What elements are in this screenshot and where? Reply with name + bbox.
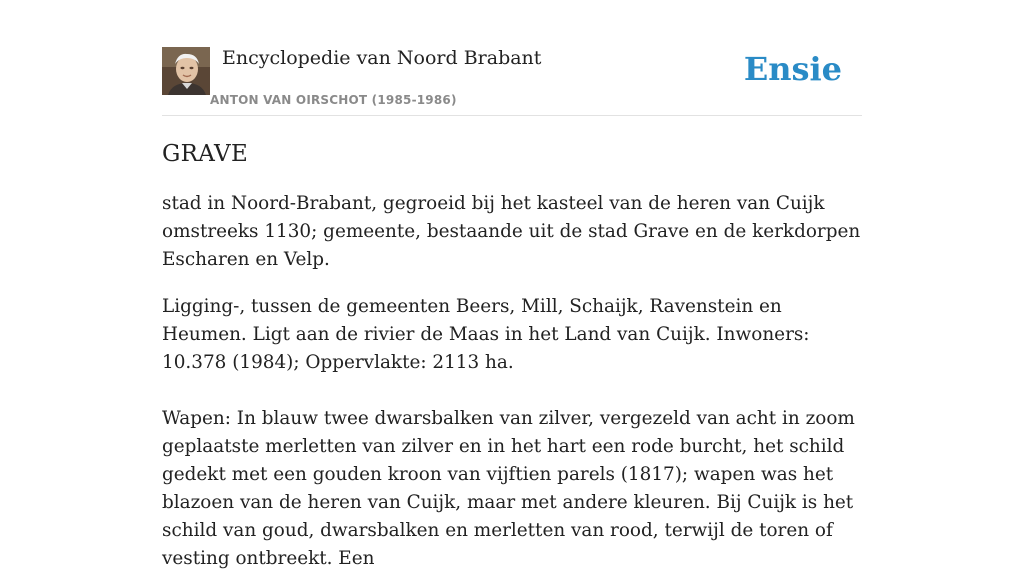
article — [162, 138, 862, 573]
author-avatar[interactable] — [162, 47, 210, 95]
article-paragraph: Ligging-, tussen de gemeenten Beers, Mill, Schaijk, Ravenstein en Heumen. Ligt aan de rivier de Maas in het Land van Cuijk. Inwoners: 10.378 (1984); Oppervlakte: 2113 ha. — [162, 296, 810, 373]
article-paragraph: Wapen: In blauw twee dwarsbalken van zilver, vergezeld van acht in zoom geplaatste merletten van zilver en in het hart een rode burcht, het schild gedekt met een gouden kroon van vijftien parels (1817); wapen was het blazoen van de heren van Cuijk, maar met andere kleuren. Bij Cuijk is het schild van goud, dwarsbalken en merletten van rood, terwijl de toren of vesting ontbreekt. Een — [162, 408, 855, 569]
ensie-logo[interactable]: Ensie — [743, 50, 842, 88]
paragraph-spacer — [162, 377, 862, 405]
header — [162, 46, 862, 116]
encyclopedia-title[interactable]: Encyclopedie van Noord Brabant — [222, 47, 542, 69]
author-name[interactable]: ANTON VAN OIRSCHOT (1985-1986) — [210, 93, 457, 107]
article-paragraph: stad in Noord-Brabant, gegroeid bij het kasteel van de heren van Cuijk omstreeks 1130; gemeente, bestaande uit de stad Grave en de kerkdorpen Escharen en Velp. — [162, 193, 861, 270]
article-title: GRAVE — [162, 141, 249, 167]
author-portrait-icon — [162, 47, 210, 95]
